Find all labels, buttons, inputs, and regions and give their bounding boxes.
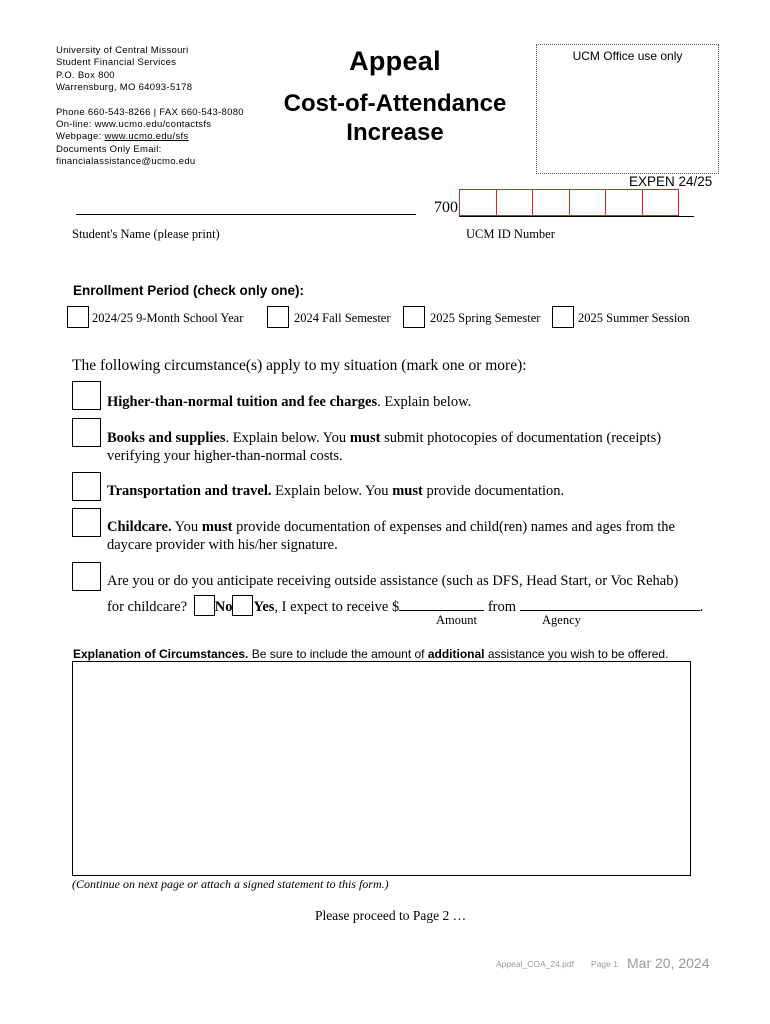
ucm-id-label: UCM ID Number [466,227,555,241]
form-title: Appeal [349,46,441,76]
proceed-note: Please proceed to Page 2 … [315,908,467,923]
outside-assistance-row [107,595,727,616]
yes-label: Yes [253,599,275,615]
form-subtitle [270,89,520,147]
transport-text: provide documentation. [422,483,565,499]
amount-field[interactable] [399,597,484,611]
books-text-line2: verifying your higher-than-normal costs. [107,448,343,464]
address-line: P.O. Box 800 [56,69,115,81]
explanation-heading-text: assistance you wish to be offered. [484,647,669,661]
item-transportation [107,482,727,500]
phone-fax: Phone 660-543-8266 | FAX 660-543-8080 [56,106,244,118]
office-use-label: UCM Office use only [572,49,683,63]
transport-heading: Transportation and travel. [107,483,272,499]
option-label-fall-semester: 2024 Fall Semester [294,311,391,325]
outside-assistance-question: Are you or do you anticipate receiving outside assistance (such as DFS, Head Start, or Voc Rehab) [107,573,679,589]
id-digit-box[interactable] [532,189,570,216]
tuition-heading: Higher-than-normal tuition and fee charges [107,394,378,410]
checkbox-summer-session[interactable] [552,306,574,328]
transport-must: must [392,483,423,499]
explanation-heading-additional: additional [427,647,485,661]
checkbox-yes[interactable] [232,595,253,616]
amount-caption: Amount [436,613,477,627]
checkbox-transportation[interactable] [72,472,101,501]
explanation-textarea[interactable] [72,661,691,876]
checkbox-outside-assistance[interactable] [72,562,101,591]
checkbox-no[interactable] [194,595,215,616]
checkbox-childcare[interactable] [72,508,101,537]
checkbox-9-month-year[interactable] [67,306,89,328]
books-text: submit photocopies of documentation (receipts) [380,430,662,446]
checkbox-books-supplies[interactable] [72,418,101,447]
student-name-field[interactable] [76,214,416,215]
agency-field[interactable] [520,597,700,611]
books-heading: Books and supplies [107,430,226,446]
checkbox-tuition-fees[interactable] [72,381,101,410]
agency-caption: Agency [542,613,581,627]
expen-code: EXPEN 24/25 [629,174,713,189]
id-digit-box[interactable] [459,189,497,216]
no-label: No [214,599,233,615]
item-tuition-fees [107,393,727,411]
option-label-spring-semester: 2025 Spring Semester [430,311,541,325]
form-subtitle-line: Increase [346,119,444,146]
option-label-summer-session: 2025 Summer Session [578,311,690,325]
transport-text: Explain below. You [271,483,393,499]
id-digit-box[interactable] [605,189,643,216]
student-name-label: Student's Name (please print) [72,227,220,241]
address-line: Student Financial Services [56,57,177,69]
office-use-box [536,44,719,174]
address-line: Warrensburg, MO 64093-5178 [56,82,193,94]
footer-page-number: Page 1 [591,959,618,969]
period-text: . [699,599,704,615]
form-title-block [270,46,520,147]
item-childcare [107,518,727,554]
tuition-text: . Explain below. [377,394,472,410]
continue-note: (Continue on next page or attach a signed statement to this form.) [72,877,389,891]
childcare-heading: Childcare. [107,519,172,535]
explanation-heading-bold: Explanation of Circumstances. [73,647,249,661]
documents-email-label: Documents Only Email: [56,143,162,155]
checkbox-fall-semester[interactable] [267,306,289,328]
books-text: . Explain below. You [225,430,350,446]
childcare-text: provide documentation of expenses and child(ren) names and ages from the [232,519,675,535]
childcare-text: You [171,519,202,535]
id-underline [459,216,694,217]
webpage-prefix: Webpage: [56,131,105,143]
option-label-9-month-year: 2024/25 9-Month School Year [92,311,244,325]
webpage-link[interactable]: www.ucmo.edu/sfs [104,131,189,143]
explanation-heading-text: Be sure to include the amount of [248,647,428,661]
ucm-id-input [459,189,678,216]
from-text: from [484,599,520,615]
footer-filename: Appeal_COA_24.pdf [496,959,574,969]
checkbox-spring-semester[interactable] [403,306,425,328]
for-childcare-text: for childcare? [107,599,188,615]
childcare-must: must [201,519,233,535]
id-prefix: 700 [434,199,458,216]
enrollment-period-heading: Enrollment Period (check only one): [73,283,305,298]
footer-date: Mar 20, 2024 [627,955,710,971]
office-address-block [56,45,244,169]
books-must: must [349,430,381,446]
item-outside-assistance [107,572,727,616]
item-books-supplies [107,429,727,465]
id-digit-box[interactable] [496,189,534,216]
expect-text: , I expect to receive $ [274,599,400,615]
online-contact: On-line: www.ucmo.edu/contactsfs [56,119,212,131]
childcare-text-line2: daycare provider with his/her signature. [107,537,338,553]
webpage-row [56,131,244,143]
address-line: University of Central Missouri [56,45,189,56]
form-subtitle-line: Cost-of-Attendance [283,90,507,117]
id-digit-box[interactable] [569,189,607,216]
explanation-heading [73,647,668,661]
documents-email: financialassistance@ucmo.edu [56,156,196,168]
id-digit-box[interactable] [642,189,680,216]
circumstances-intro: The following circumstance(s) apply to my situation (mark one or more): [72,357,527,374]
